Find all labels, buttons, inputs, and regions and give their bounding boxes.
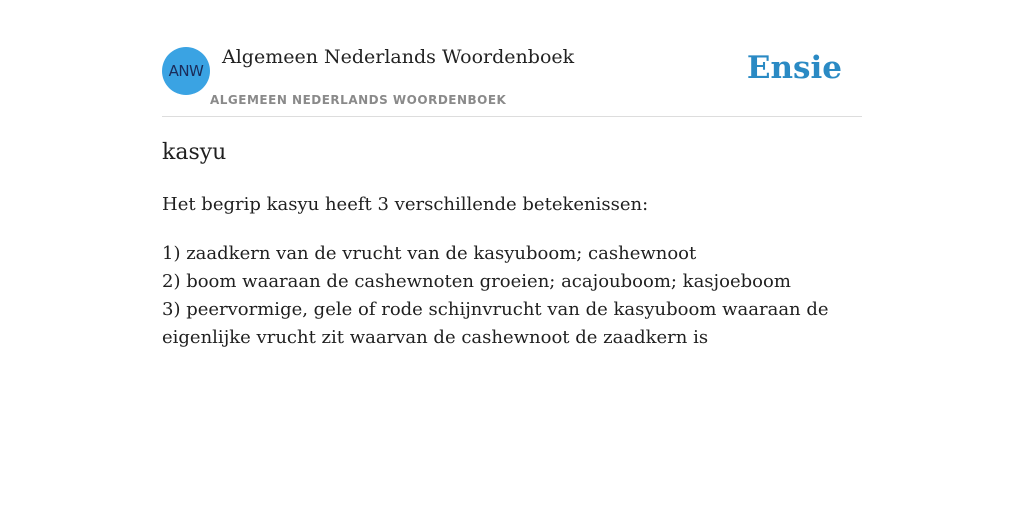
source-subtitle: ALGEMEEN NEDERLANDS WOORDENBOEK [210,93,507,107]
source-header [162,0,862,117]
page-container [162,0,862,348]
meaning-item: 3) peervormige, gele of rode schijnvrucht van de kasyuboom waaraan de eigenlijke vrucht zit waarvan de cashewnoot de zaadkern is [162,299,829,348]
avatar-text: ANW [168,62,204,80]
entry-term: kasyu [162,140,227,165]
brand-logo[interactable]: Ensie [746,50,842,86]
meanings-list [162,240,862,352]
source-title[interactable]: Algemeen Nederlands Woordenboek [222,46,575,68]
source-avatar[interactable] [162,47,210,95]
entry-intro: Het begrip kasyu heeft 3 verschillende betekenissen: [162,194,649,215]
meaning-item: 2) boom waaraan de cashewnoten groeien; acajouboom; kasjoeboom [162,271,791,292]
meaning-item: 1) zaadkern van de vrucht van de kasyuboom; cashewnoot [162,243,697,264]
